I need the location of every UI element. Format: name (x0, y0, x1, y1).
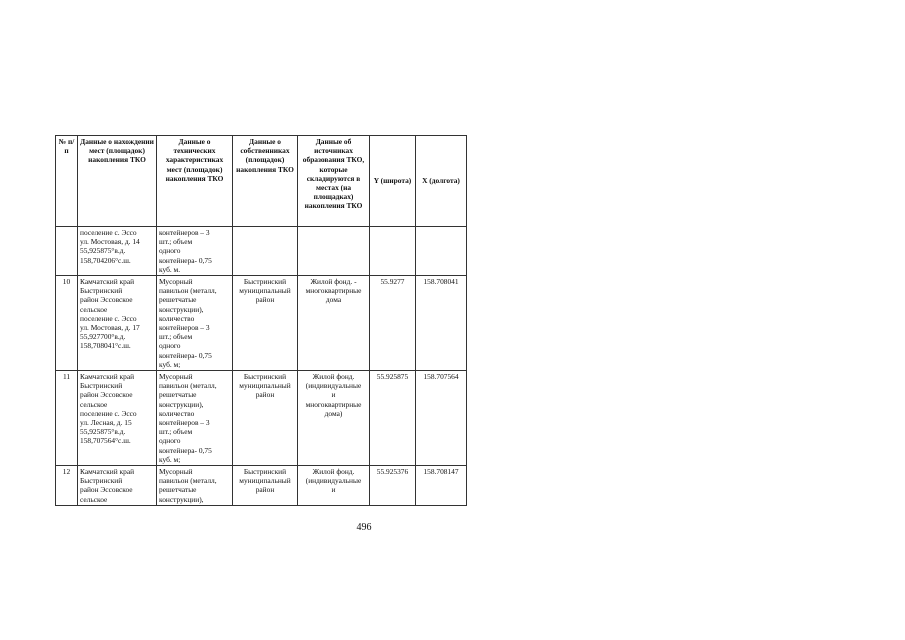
cell-source-line: многоквартирные (305, 286, 362, 296)
cell-source-line: дома) (324, 408, 343, 418)
header-source: Данные об источниках образования ТКО, которые складируются в местах (на площадках) накопления ТКО (298, 136, 370, 227)
cell-tech-line: контейнера- 0,75 (159, 445, 212, 455)
cell-source-line: (индивидуальные (305, 476, 362, 486)
cell-tech-line: конструкции), (159, 399, 204, 409)
cell-location (78, 227, 157, 276)
cell-location-line: сельское (80, 399, 108, 409)
cell-tech-line: Мусорный (159, 467, 193, 477)
cell-location-line: Камчатский край (80, 372, 135, 382)
cell-tech (157, 227, 233, 276)
table-header-row (56, 136, 467, 227)
cell-owner-line: Быстринский (243, 277, 287, 287)
cell-lon: 158.708041 (416, 276, 467, 371)
cell-tech-line: контейнеров – 3 (159, 228, 210, 237)
cell-lat (370, 227, 416, 276)
cell-location-line: Быстринский (80, 286, 123, 296)
page-number: 496 (356, 522, 372, 533)
header-num: № п/п (56, 136, 78, 227)
cell-tech-line: контейнера- 0,75 (159, 350, 212, 360)
cell-tech-line: шт.; объем (159, 332, 193, 342)
cell-location-line: ул. Мостовая, д. 17 (80, 323, 140, 333)
cell-location-line: поселение с. Эссо (80, 408, 137, 418)
cell-location-line: район Эссовское (80, 295, 133, 305)
cell-lat: 55.925875 (370, 371, 416, 466)
cell-tech-line: одного (159, 246, 181, 256)
cell-location-line: ул. Лесная, д. 15 (80, 418, 132, 428)
cell-location-line: 158,704206°с.ш. (80, 255, 131, 265)
cell-source (298, 276, 370, 371)
cell-source-line: и (331, 390, 336, 400)
table-row (56, 466, 467, 506)
table-row (56, 276, 467, 371)
cell-tech-line: конструкции), (159, 494, 204, 504)
cell-location-line: район Эссовское (80, 390, 133, 400)
cell-owner-line: Быстринский (243, 467, 287, 477)
cell-location-line: 158,707564°с.ш. (80, 436, 131, 446)
cell-owner (233, 371, 298, 466)
header-location: Данные о нахождении мест (площадок) накопления ТКО (78, 136, 157, 227)
cell-location-line: поселение с. Эссо (80, 228, 137, 237)
cell-tech-line: конструкции), (159, 304, 204, 314)
cell-tech-line: шт.; объем (159, 237, 193, 247)
cell-tech-line: контейнеров – 3 (159, 418, 210, 428)
cell-location-line: 55,925875°в.д. (80, 246, 126, 256)
cell-location-line: Камчатский край (80, 467, 135, 477)
cell-source (298, 371, 370, 466)
cell-tech-line: количество (159, 408, 195, 418)
header-lat: Y (широта) (370, 136, 416, 227)
cell-location-line: 158,708041°с.ш. (80, 341, 131, 351)
cell-num (56, 227, 78, 276)
cell-owner-line: муниципальный (239, 286, 291, 296)
cell-tech (157, 276, 233, 371)
cell-num: 10 (56, 276, 78, 371)
cell-location (78, 371, 157, 466)
cell-tech-line: решетчатые (159, 295, 197, 305)
cell-num: 11 (56, 371, 78, 466)
header-owner: Данные о собственниках (площадок) накопления ТКО (233, 136, 298, 227)
cell-owner-line: район (255, 485, 275, 495)
cell-owner-line: Быстринский (243, 372, 287, 382)
header-tech: Данные о технических характеристиках мест (площадок) накопления ТКО (157, 136, 233, 227)
tko-registry-table (55, 135, 467, 506)
cell-tech-line: решетчатые (159, 485, 197, 495)
table-row (56, 227, 467, 276)
cell-owner-line: район (255, 295, 275, 305)
cell-tech-line: куб. м; (159, 359, 181, 369)
cell-tech-line: Мусорный (159, 372, 193, 382)
cell-source-line: многоквартирные (305, 399, 362, 409)
cell-source-line: Жилой фонд. (312, 467, 355, 477)
cell-tech-line: контейнеров – 3 (159, 323, 210, 333)
cell-source (298, 227, 370, 276)
cell-owner-line: муниципальный (239, 476, 291, 486)
cell-location-line: 55,927700°в.д. (80, 332, 126, 342)
cell-num: 12 (56, 466, 78, 506)
cell-owner-line: район (255, 390, 275, 400)
cell-source-line: и (331, 485, 336, 495)
table-body (56, 227, 467, 506)
cell-tech-line: Мусорный (159, 277, 193, 287)
cell-source-line: дома (325, 295, 342, 305)
cell-tech-line: контейнера- 0,75 (159, 255, 212, 265)
cell-lon: 158.707564 (416, 371, 467, 466)
table-row (56, 371, 467, 466)
cell-location-line: сельское (80, 494, 108, 504)
cell-tech-line: одного (159, 341, 181, 351)
cell-tech (157, 371, 233, 466)
cell-location-line: район Эссовское (80, 485, 133, 495)
cell-lat: 55.9277 (370, 276, 416, 371)
cell-location-line: ул. Мостовая, д. 14 (80, 237, 140, 247)
cell-tech-line: павильон (металл, (159, 381, 217, 391)
cell-source (298, 466, 370, 506)
cell-lon (416, 227, 467, 276)
cell-owner (233, 276, 298, 371)
header-lon: X (долгота) (416, 136, 467, 227)
cell-owner (233, 227, 298, 276)
cell-tech-line: куб. м. (159, 264, 181, 274)
cell-source-line: Жилой фонд. (312, 372, 355, 382)
cell-location-line: Быстринский (80, 476, 123, 486)
cell-location-line: поселение с. Эссо (80, 313, 137, 323)
cell-tech-line: куб. м; (159, 454, 181, 464)
cell-tech-line: шт.; объем (159, 427, 193, 437)
cell-owner (233, 466, 298, 506)
cell-source-line: Жилой фонд. - (310, 277, 357, 287)
cell-lat: 55.925376 (370, 466, 416, 506)
cell-tech-line: павильон (металл, (159, 476, 217, 486)
cell-tech-line: количество (159, 313, 195, 323)
cell-location (78, 466, 157, 506)
cell-location-line: сельское (80, 304, 108, 314)
cell-tech (157, 466, 233, 506)
cell-lon: 158.708147 (416, 466, 467, 506)
cell-tech-line: павильон (металл, (159, 286, 217, 296)
cell-owner-line: муниципальный (239, 381, 291, 391)
cell-location-line: Камчатский край (80, 277, 135, 287)
cell-location (78, 276, 157, 371)
cell-tech-line: решетчатые (159, 390, 197, 400)
cell-location-line: 55,925875°в.д. (80, 427, 126, 437)
cell-source-line: (индивидуальные (305, 381, 362, 391)
cell-location-line: Быстринский (80, 381, 123, 391)
cell-tech-line: одного (159, 436, 181, 446)
